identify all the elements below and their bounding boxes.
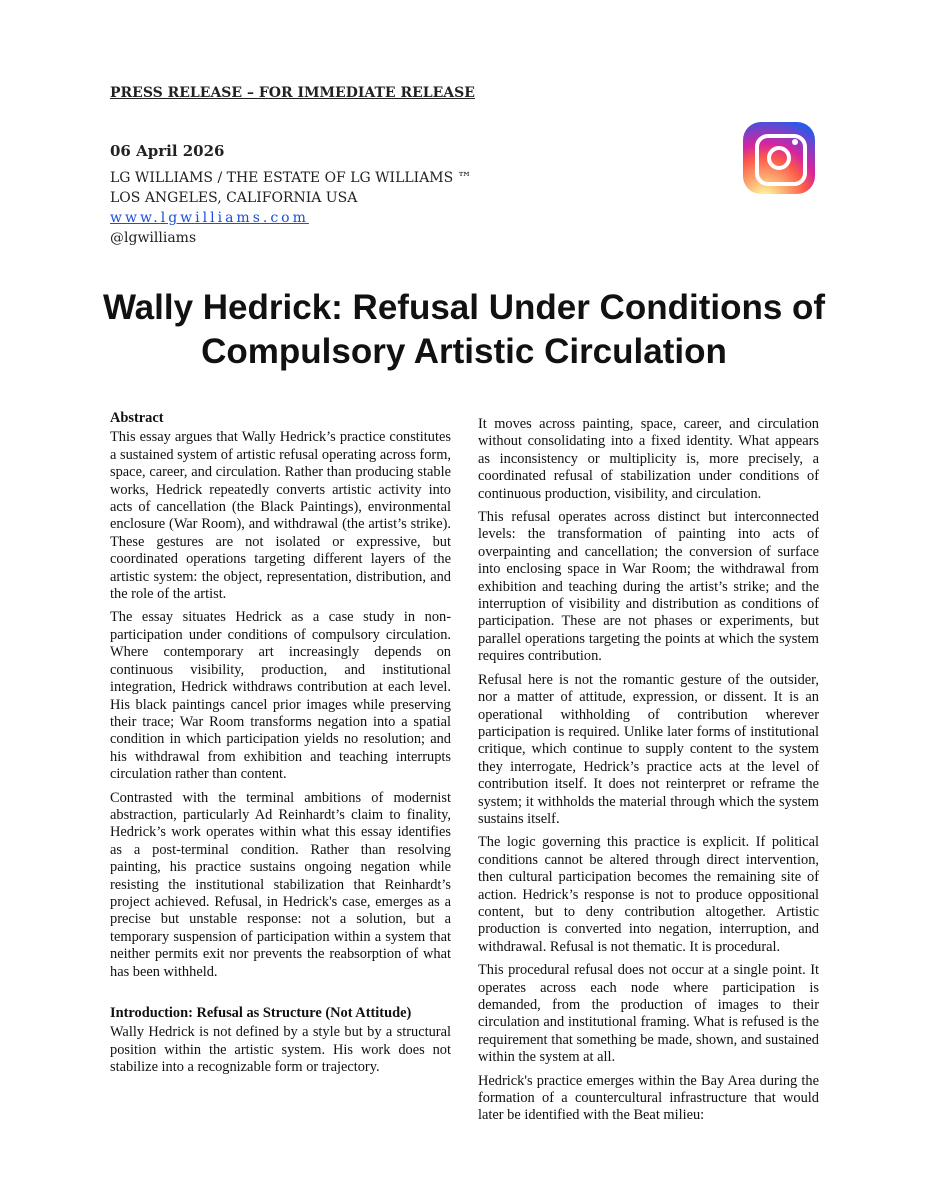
website-link[interactable]: www.lgwilliams.com <box>110 210 309 226</box>
camera-flash-dot <box>792 139 798 145</box>
body-paragraph-6: Hedrick's practice emerges within the Bay Area during the formation of a countercultural infrastructure that would later be identified with the Beat milieu: <box>478 1072 819 1124</box>
body-paragraph-1: It moves across painting, space, career, and circulation without consolidating into a fixed identity. What appears as inconsistency or multiplicity is, more precisely, a coordinated refusal of stabilization under conditions of continuous production, visibility, and circulation. <box>478 416 819 502</box>
introduction-paragraph-1: Wally Hedrick is not defined by a style but by a structural position within the artistic system. His work does not stabilize into a recognizable form or trajectory. <box>110 1024 451 1076</box>
organization-name: LG WILLIAMS / THE ESTATE OF LG WILLIAMS ™ <box>110 170 472 186</box>
abstract-paragraph-1: This essay argues that Wally Hedrick’s practice constitutes a sustained system of artistic refusal operating across form, space, career, and circulation. Rather than producing stable works, Hedrick repeatedly converts artistic activity into acts of cancellation (the Black Paintings), environmental enclosure (War Room), and withdrawal (the artist’s strike). These gestures are not isolated or expressive, but coordinated operations targeting different layers of the artistic system: the object, representation, distribution, and the role of the artist. <box>110 429 451 603</box>
social-handle: @lgwilliams <box>110 230 197 246</box>
abstract-paragraph-3: Contrasted with the terminal ambitions of modernist abstraction, particularly Ad Reinhardt’s claim to finality, Hedrick’s work operates within what this essay identifies as a post-terminal condition. Rather than resolving painting, his practice sustains ongoing negation while resisting the institutional stabilization that Reinhardt’s project achieved. Refusal, in Hedrick's case, emerges as a precise but unstable response: not a solution, but a temporary suspension of participation within a system that neither permits exit nor prevents the reabsorption of what has been withheld. <box>110 789 451 980</box>
left-column <box>110 410 451 1083</box>
press-release-label: PRESS RELEASE – FOR IMMEDIATE RELEASE <box>110 85 475 101</box>
introduction-heading: Introduction: Refusal as Structure (Not Attitude) <box>110 1005 412 1021</box>
body-paragraph-4: The logic governing this practice is explicit. If political conditions cannot be altered through direct intervention, then cultural participation becomes the remaining site of action. Hedrick’s response is not to produce oppositional content, but to deny contribution altogether. Artistic production is converted into negation, interruption, and withdrawal. Refusal is not thematic. It is procedural. <box>478 834 819 955</box>
camera-lens <box>767 146 791 170</box>
release-date: 06 April 2026 <box>110 142 225 160</box>
location: LOS ANGELES, CALIFORNIA USA <box>110 190 358 206</box>
body-paragraph-2: This refusal operates across distinct but interconnected levels: the transformation of painting into acts of overpainting and cancellation; the conversion of surface into enclosing space in War Room; the withdrawal from exhibition and teaching during the artist’s strike; and the interruption of visibility and distribution as conditions of participation. These are not phases or experiments, but parallel operations targeting the points at which the system requires contribution. <box>478 509 819 665</box>
body-paragraph-5: This procedural refusal does not occur at a single point. It operates across each node where participation is demanded, from the production of images to their circulation and institutional framing. What is refused is the requirement that something be made, shown, and sustained within the system at all. <box>478 962 819 1066</box>
section-spacer <box>110 987 451 1005</box>
instagram-icon[interactable] <box>743 122 815 194</box>
abstract-heading: Abstract <box>110 410 164 426</box>
document-title: Wally Hedrick: Refusal Under Conditions of Compulsory Artistic Circulation <box>102 288 826 371</box>
abstract-paragraph-2: The essay situates Hedrick as a case study in non-participation under conditions of compulsory circulation. Where contemporary art increasingly depends on continuous visibility, production, and institutional integration, Hedrick withdraws contribution at each level. His black paintings cancel prior images while preserving their trace; War Room transforms negation into a spatial condition in which participation yields no resolution; and his withdrawal from exhibition and teaching interrupts circulation rather than content. <box>110 609 451 783</box>
right-column <box>478 416 819 1131</box>
body-paragraph-3: Refusal here is not the romantic gesture of the outsider, nor a matter of attitude, expression, or dissent. It is an operational withholding of contribution wherever participation is required. Unlike later forms of institutional critique, which continue to supply content to the system they interrogate, Hedrick’s practice acts at the level of contribution itself. It does not reinterpret or reframe the system; it withholds the material through which the system sustains itself. <box>478 671 819 827</box>
